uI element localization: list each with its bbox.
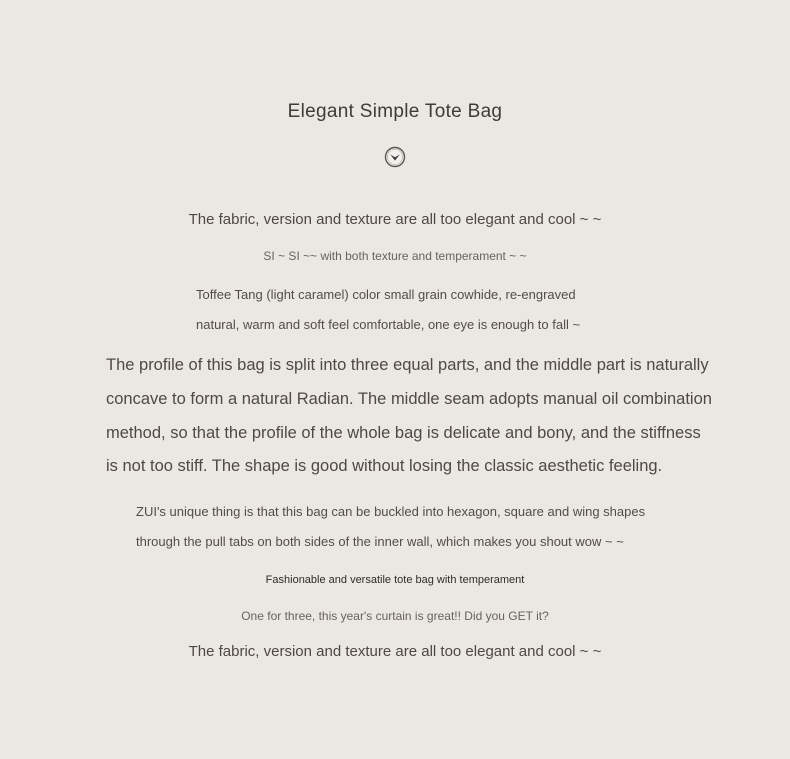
profile-line-1: The profile of this bag is split into three equal parts, and the middle part is naturally — [106, 356, 709, 374]
intro-line-fabric: The fabric, version and texture are all too elegant and cool ~ ~ — [188, 211, 602, 228]
profile-line-4: is not too stiff. The shape is good without losing the classic aesthetic feeling. — [106, 457, 663, 475]
toffee-line-1: Toffee Tang (light caramel) color small grain cowhide, re-engraved — [196, 287, 576, 302]
intro-line-si: SI ~ SI ~~ with both texture and temperament ~ ~ — [263, 249, 527, 263]
profile-line-2: concave to form a natural Radian. The middle seam adopts manual oil combination — [106, 390, 712, 408]
fashion-line: Fashionable and versatile tote bag with temperament — [265, 574, 525, 586]
profile-line-3: method, so that the profile of the whole bag is delicate and bony, and the stiffness — [106, 424, 701, 442]
zui-line-2: through the pull tabs on both sides of the inner wall, which makes you shout wow ~ ~ — [136, 534, 624, 549]
zui-line-1: ZUI's unique thing is that this bag can be buckled into hexagon, square and wing shapes — [136, 504, 646, 519]
toffee-line-2: natural, warm and soft feel comfortable, one eye is enough to fall ~ — [196, 317, 581, 332]
chevron-down-circle-icon — [384, 146, 406, 168]
closing-line-fabric: The fabric, version and texture are all too elegant and cool ~ ~ — [188, 643, 602, 660]
three-line: One for three, this year's curtain is great!! Did you GET it? — [241, 609, 549, 623]
page-title: Elegant Simple Tote Bag — [287, 101, 503, 122]
